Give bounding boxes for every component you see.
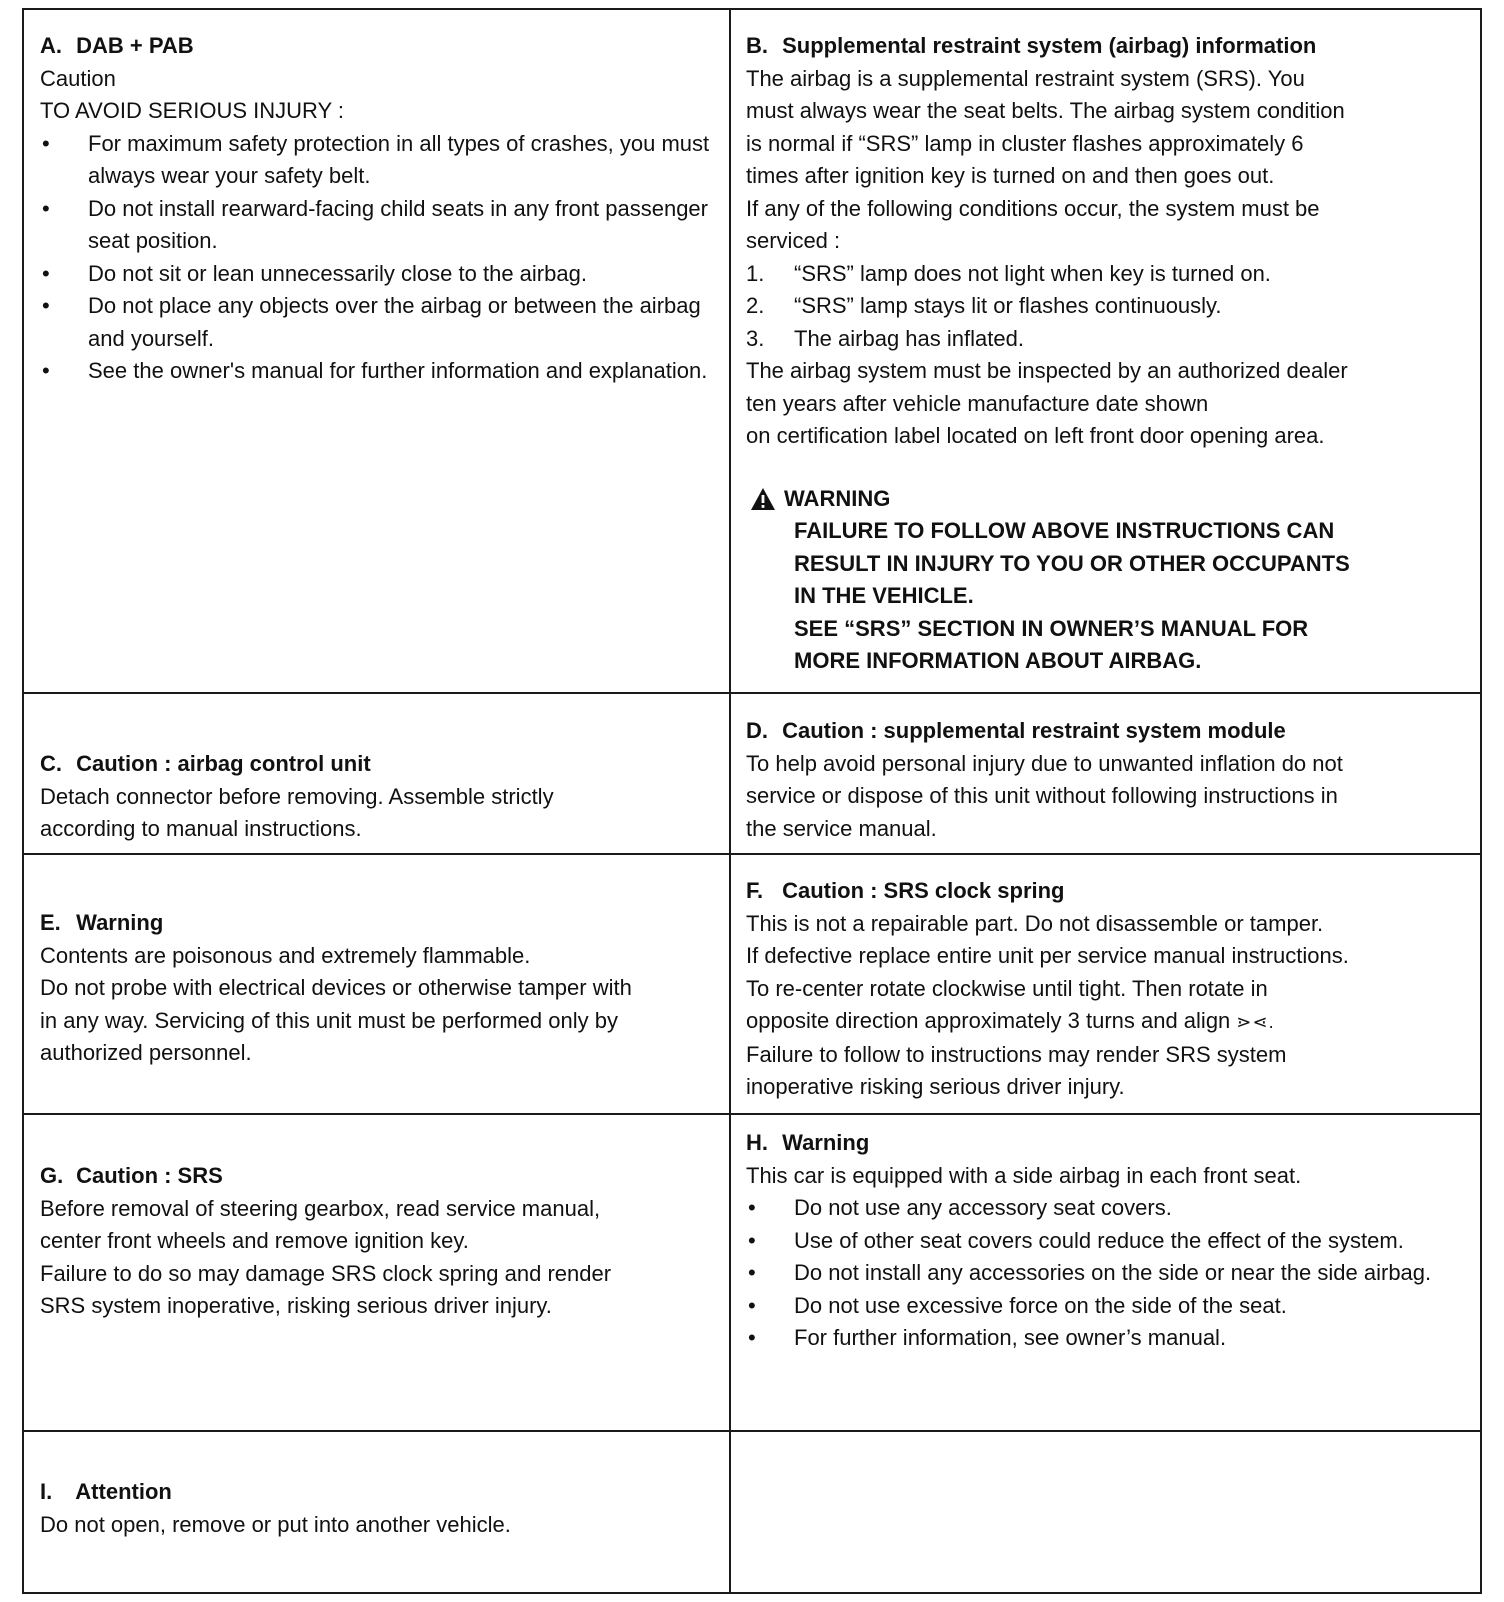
- alignment-marks-icon: ⋗⋖.: [1236, 1012, 1275, 1032]
- cell-b-title: B. Supplemental restraint system (airbag) information: [746, 33, 1317, 58]
- cell-a-bullets: [40, 128, 720, 388]
- text-line: the service manual.: [746, 815, 937, 841]
- label-table: [22, 8, 1482, 1594]
- warning-triangle-icon: [750, 487, 776, 511]
- text-line: If defective replace entire unit per service manual instructions.: [746, 943, 1349, 968]
- cell-d: [746, 715, 1466, 845]
- text-line: Failure to do so may damage SRS clock spring and render: [40, 1260, 612, 1286]
- text-line: Before removal of steering gearbox, read service manual,: [40, 1195, 601, 1221]
- text-line: according to manual instructions.: [40, 816, 362, 841]
- cell-f-title: F. Caution : SRS clock spring: [746, 878, 1065, 903]
- cell-e: [40, 907, 720, 1070]
- cell-i: [40, 1476, 720, 1541]
- list-item: • For maximum safety protection in all types of crashes, you must always wear your safety belt.: [40, 128, 720, 193]
- text-line: ten years after vehicle manufacture date shown: [746, 390, 1209, 416]
- warning-block: [746, 483, 1466, 678]
- column-divider: [729, 10, 731, 1592]
- cell-i-title: I. Attention: [40, 1479, 172, 1504]
- text-line: RESULT IN INJURY TO YOU OR OTHER OCCUPANTS: [794, 550, 1350, 576]
- cell-h-title: H. Warning: [746, 1130, 870, 1155]
- row-divider: [24, 692, 1480, 694]
- avoid-injury-heading: TO AVOID SERIOUS INJURY :: [40, 98, 345, 123]
- cell-a-title: A. DAB + PAB: [40, 33, 194, 58]
- list-item: • Use of other seat covers could reduce the effect of the system.: [746, 1225, 1466, 1258]
- text-line: Do not probe with electrical devices or otherwise tamper with: [40, 975, 632, 1000]
- list-item: • Do not use excessive force on the side of the seat.: [746, 1290, 1466, 1323]
- text-line: MORE INFORMATION ABOUT AIRBAG.: [794, 648, 1202, 673]
- text-line: To re-center rotate clockwise until tight. Then rotate in: [746, 975, 1268, 1001]
- list-item: • Do not install any accessories on the side or near the side airbag.: [746, 1257, 1466, 1290]
- text-line: IN THE VEHICLE.: [794, 583, 974, 608]
- text-line: To help avoid personal injury due to unwanted inflation do not: [746, 750, 1343, 776]
- warning-heading: WARNING: [746, 483, 1466, 516]
- text-line: in any way. Servicing of this unit must be performed only by: [40, 1007, 618, 1033]
- text-line: SRS system inoperative, risking serious driver injury.: [40, 1293, 552, 1318]
- list-item: • Do not place any objects over the airbag or between the airbag and yourself.: [40, 290, 720, 355]
- text-line: authorized personnel.: [40, 1040, 252, 1065]
- row-divider: [24, 1430, 1480, 1432]
- text-line: center front wheels and remove ignition key.: [40, 1228, 469, 1253]
- text-line: This car is equipped with a side airbag in each front seat.: [746, 1162, 1302, 1188]
- list-item: • See the owner's manual for further information and explanation.: [40, 355, 720, 388]
- text-line: FAILURE TO FOLLOW ABOVE INSTRUCTIONS CAN: [794, 518, 1335, 543]
- list-item: 1. “SRS” lamp does not light when key is turned on.: [746, 260, 1271, 286]
- text-line: opposite direction approximately 3 turns and align ⋗⋖.: [746, 1008, 1275, 1033]
- list-item: • Do not install rearward-facing child seats in any front passenger seat position.: [40, 193, 720, 258]
- text-line: serviced :: [746, 228, 841, 253]
- text-line: This is not a repairable part. Do not disassemble or tamper.: [746, 910, 1324, 936]
- list-item: 3. The airbag has inflated.: [746, 325, 1024, 351]
- text-line: The airbag system must be inspected by an authorized dealer: [746, 358, 1348, 383]
- cell-g-title: G. Caution : SRS: [40, 1163, 223, 1188]
- text-line: inoperative risking serious driver injury.: [746, 1074, 1125, 1099]
- text-line: SEE “SRS” SECTION IN OWNER’S MANUAL FOR: [794, 615, 1309, 641]
- cell-f: [746, 875, 1466, 1104]
- text-line: times after ignition key is turned on and then goes out.: [746, 163, 1275, 188]
- list-item: • For further information, see owner’s manual.: [746, 1322, 1466, 1355]
- cell-e-title: E. Warning: [40, 910, 164, 935]
- condition-list: [746, 258, 1466, 356]
- text-line: If any of the following conditions occur, the system must be: [746, 195, 1320, 221]
- list-item: 2. “SRS” lamp stays lit or flashes continuously.: [746, 293, 1222, 318]
- cell-a: [40, 30, 720, 388]
- text-line: Failure to follow to instructions may render SRS system: [746, 1041, 1287, 1067]
- text-line: on certification label located on left front door opening area.: [746, 423, 1325, 448]
- cell-c: [40, 748, 720, 846]
- row-divider: [24, 853, 1480, 855]
- text-line: Contents are poisonous and extremely flammable.: [40, 942, 531, 968]
- warning-text: [746, 515, 1466, 678]
- text-line: The airbag is a supplemental restraint system (SRS). You: [746, 65, 1305, 91]
- cell-b: [746, 30, 1466, 678]
- list-item: • Do not use any accessory seat covers.: [746, 1192, 1466, 1225]
- text-line: Do not open, remove or put into another vehicle.: [40, 1511, 511, 1537]
- row-divider: [24, 1113, 1480, 1115]
- list-item: • Do not sit or lean unnecessarily close to the airbag.: [40, 258, 720, 291]
- text-line: must always wear the seat belts. The airbag system condition: [746, 98, 1345, 123]
- cell-c-title: C. Caution : airbag control unit: [40, 751, 371, 776]
- caution-label: Caution: [40, 65, 116, 91]
- cell-h: [746, 1127, 1466, 1355]
- text-line: is normal if “SRS” lamp in cluster flashes approximately 6: [746, 130, 1304, 156]
- cell-h-bullets: [746, 1192, 1466, 1355]
- cell-d-title: D. Caution : supplemental restraint system module: [746, 718, 1286, 743]
- text-line: service or dispose of this unit without following instructions in: [746, 783, 1338, 808]
- text-line: Detach connector before removing. Assemble strictly: [40, 783, 554, 809]
- cell-g: [40, 1160, 720, 1323]
